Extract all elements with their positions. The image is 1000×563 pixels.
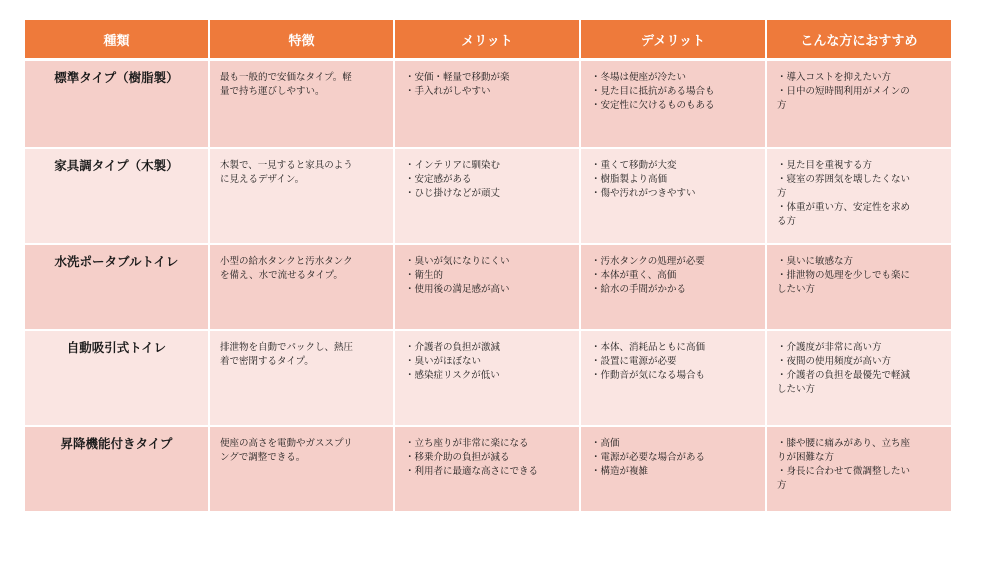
row-demerit: ・高価 ・電源が必要な場合がある ・構造が複雑 <box>581 427 767 513</box>
header-merit: メリット <box>395 20 581 61</box>
row-recommend: ・導入コストを抑えたい方 ・日中の短時間利用がメインの 方 <box>767 61 951 149</box>
header-kind: 種類 <box>25 20 210 61</box>
row-merit: ・立ち座りが非常に楽になる ・移乗介助の負担が減る ・利用者に最適な高さにできる <box>395 427 581 513</box>
header-recommend: こんな方におすすめ <box>767 20 951 61</box>
row-recommend: ・膝や腰に痛みがあり、立ち座 りが困難な方 ・身長に合わせて微調整したい 方 <box>767 427 951 513</box>
row-merit: ・臭いが気になりにくい ・衛生的 ・使用後の満足感が高い <box>395 245 581 331</box>
row-demerit: ・本体、消耗品ともに高価 ・設置に電源が必要 ・作動音が気になる場合も <box>581 331 767 427</box>
row-demerit: ・汚水タンクの処理が必要 ・本体が重く、高価 ・給水の手間がかかる <box>581 245 767 331</box>
row-kind: 標準タイプ（樹脂製） <box>25 61 210 149</box>
row-recommend: ・臭いに敏感な方 ・排泄物の処理を少しでも楽に したい方 <box>767 245 951 331</box>
row-feature: 最も一般的で安価なタイプ。軽 量で持ち運びしやすい。 <box>210 61 395 149</box>
comparison-table <box>25 20 951 513</box>
row-demerit: ・冬場は便座が冷たい ・見た目に抵抗がある場合も ・安定性に欠けるものもある <box>581 61 767 149</box>
row-recommend: ・介護度が非常に高い方 ・夜間の使用頻度が高い方 ・介護者の負担を最優先で軽減 したい方 <box>767 331 951 427</box>
row-merit: ・安価・軽量で移動が楽 ・手入れがしやすい <box>395 61 581 149</box>
row-merit: ・介護者の負担が激減 ・臭いがほぼない ・感染症リスクが低い <box>395 331 581 427</box>
row-kind: 家具調タイプ（木製） <box>25 149 210 245</box>
row-feature: 便座の高さを電動やガススプリ ングで調整できる。 <box>210 427 395 513</box>
row-merit: ・インテリアに馴染む ・安定感がある ・ひじ掛けなどが頑丈 <box>395 149 581 245</box>
row-feature: 排泄物を自動でパックし、熱圧 着で密閉するタイプ。 <box>210 331 395 427</box>
row-kind: 自動吸引式トイレ <box>25 331 210 427</box>
row-feature: 木製で、一見すると家具のよう に見えるデザイン。 <box>210 149 395 245</box>
header-feature: 特徴 <box>210 20 395 61</box>
header-demerit: デメリット <box>581 20 767 61</box>
row-feature: 小型の給水タンクと汚水タンク を備え、水で流せるタイプ。 <box>210 245 395 331</box>
row-kind: 昇降機能付きタイプ <box>25 427 210 513</box>
row-demerit: ・重くて移動が大変 ・樹脂製より高価 ・傷や汚れがつきやすい <box>581 149 767 245</box>
row-recommend: ・見た目を重視する方 ・寝室の雰囲気を壊したくない 方 ・体重が重い方、安定性を求め る方 <box>767 149 951 245</box>
row-kind: 水洗ポータブルトイレ <box>25 245 210 331</box>
